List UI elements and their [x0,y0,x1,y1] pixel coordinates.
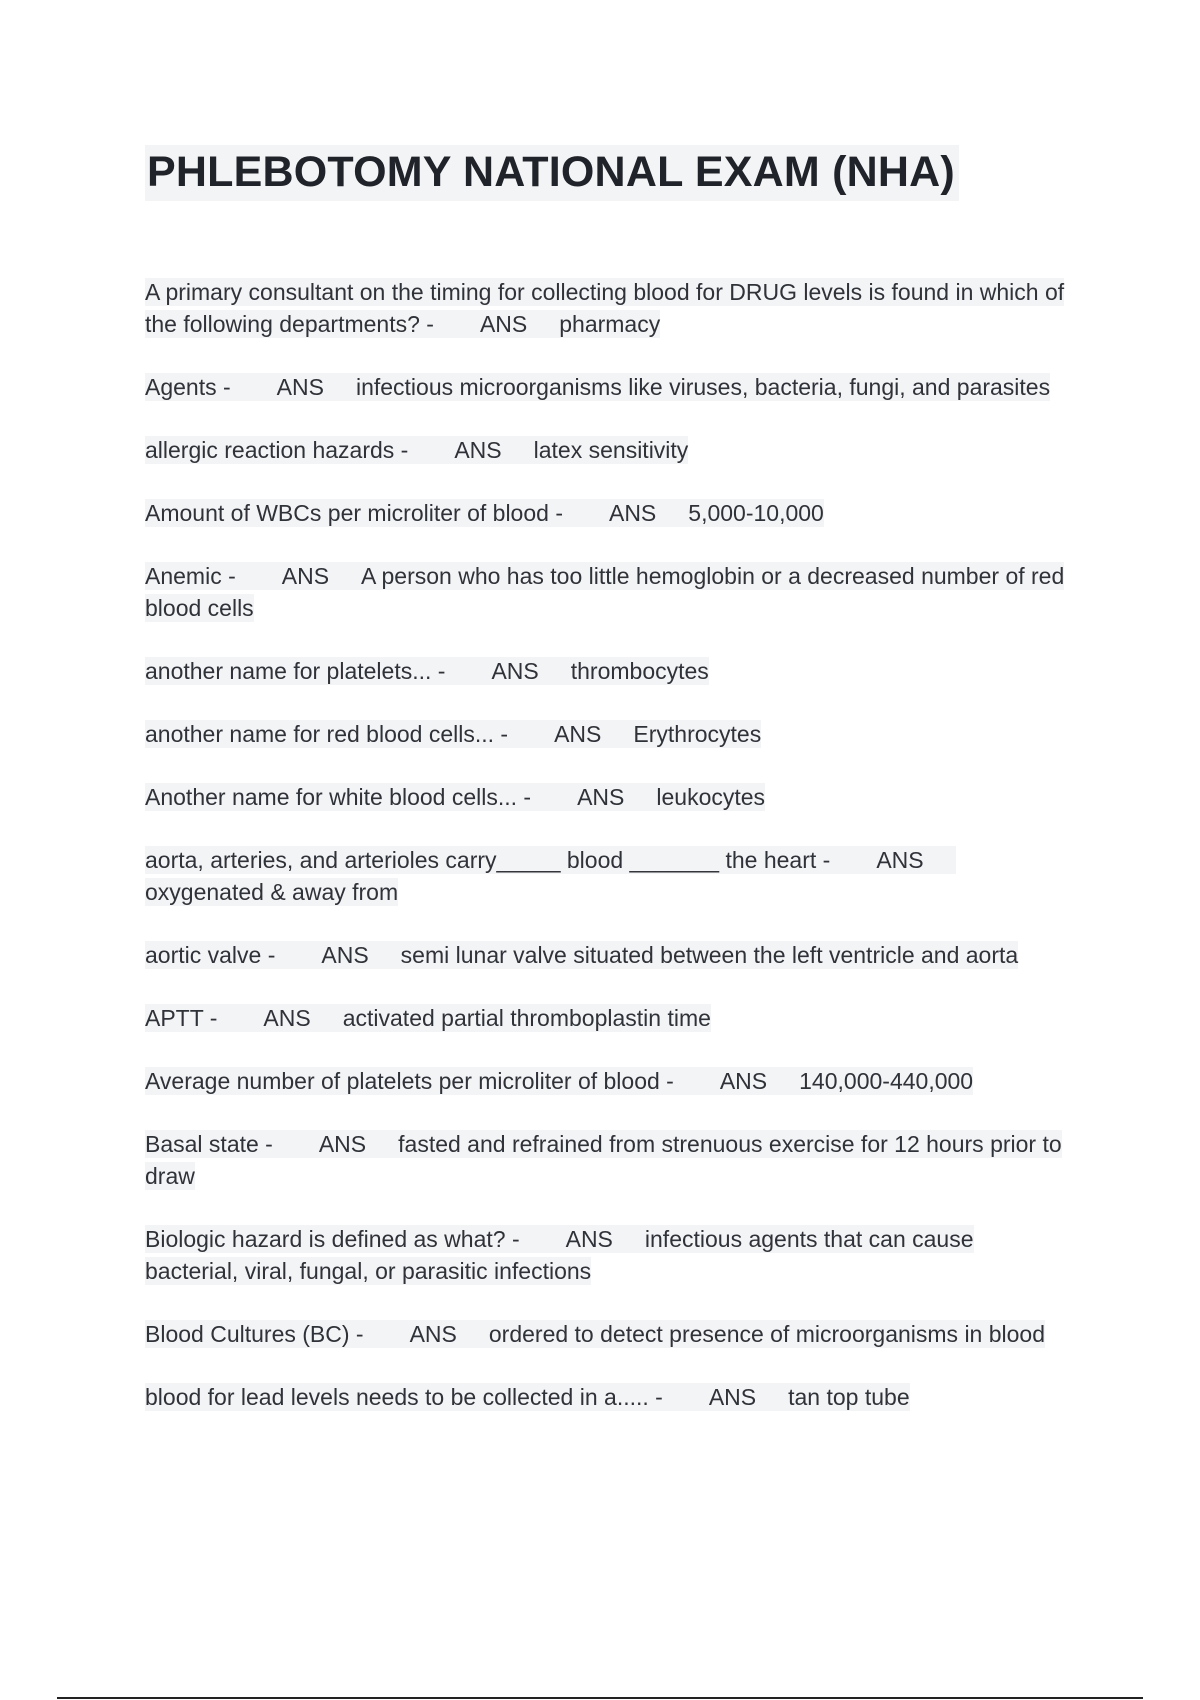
answer-text: 5,000-10,000 [688,500,824,526]
answer-text: ordered to detect presence of microorganisms in blood [488,1321,1046,1347]
answer-marker: ANS [318,1131,367,1157]
answer-marker: ANS [321,942,369,968]
answer-text: latex sensitivity [533,437,689,463]
qa-item [145,371,1065,403]
answer-text: fasted and refrained from strenuous exercise for 12 hours prior to draw [145,1131,1062,1189]
answer-marker: ANS [565,1226,613,1252]
question-text: another name for red blood cells... - [145,721,509,747]
answer-marker: ANS [876,847,924,873]
qa-item [145,718,1065,750]
question-text: Blood Cultures (BC) - [145,1321,364,1347]
answer-marker: ANS [276,374,324,400]
answer-text: 140,000-440,000 [799,1068,974,1094]
question-text: Average number of platelets per microliter of blood - [145,1068,674,1094]
answer-marker: ANS [263,1005,311,1031]
answer-marker: ANS [577,784,625,810]
footer-divider [57,1697,1143,1699]
question-text: allergic reaction hazards - [145,437,409,463]
answer-text: thrombocytes [570,658,709,684]
qa-item [145,844,1065,908]
qa-item [145,560,1065,624]
qa-item [145,1318,1065,1350]
answer-marker: ANS [708,1384,757,1410]
question-text: aorta, arteries, and arterioles carry_____ blood _______ the heart - [145,847,831,873]
question-text: A primary consultant on the timing for collecting blood for DRUG levels is found in which of the following departments? - [145,279,1065,337]
answer-text: activated partial thromboplastin time [342,1005,711,1031]
question-text: Basal state - [145,1131,273,1157]
answer-marker: ANS [608,500,657,526]
question-text: Biologic hazard is defined as what? - [145,1226,520,1252]
answer-text: A person who has too little hemoglobin or a decreased number of red blood cells [145,563,1065,621]
answer-marker: ANS [491,658,539,684]
answer-text: leukocytes [656,784,766,810]
qa-item [145,1381,1065,1413]
answer-text: infectious agents that can cause bacterial, viral, fungal, or parasitic infections [145,1226,974,1284]
question-text: Agents - [145,374,231,400]
qa-item [145,1065,1065,1097]
question-text: aortic valve - [145,942,276,968]
answer-marker: ANS [554,721,602,747]
answer-text: tan top tube [788,1384,910,1410]
question-text: APTT - [145,1005,218,1031]
qa-list [145,276,1065,1444]
answer-text: semi lunar valve situated between the left ventricle and aorta [400,942,1019,968]
qa-item [145,276,1065,340]
question-text: another name for platelets... - [145,658,446,684]
qa-item [145,655,1065,687]
answer-text: Erythrocytes [633,721,762,747]
answer-text: pharmacy [559,311,661,337]
answer-text: oxygenated & away from [145,879,399,905]
question-text: Another name for white blood cells... - [145,784,532,810]
qa-item [145,434,1065,466]
question-text: Anemic - [145,563,236,589]
answer-marker: ANS [479,311,528,337]
qa-item [145,1002,1065,1034]
answer-marker: ANS [454,437,502,463]
page-title: PHLEBOTOMY NATIONAL EXAM (NHA) [145,145,959,201]
answer-marker: ANS [281,563,330,589]
answer-text: infectious microorganisms like viruses, bacteria, fungi, and parasites [355,374,1051,400]
answer-marker: ANS [719,1068,768,1094]
answer-marker: ANS [409,1321,457,1347]
qa-item [145,939,1065,971]
qa-item [145,1223,1065,1287]
qa-item [145,1128,1065,1192]
question-text: Amount of WBCs per microliter of blood - [145,500,563,526]
qa-item [145,781,1065,813]
qa-item [145,497,1065,529]
question-text: blood for lead levels needs to be collected in a..... - [145,1384,663,1410]
